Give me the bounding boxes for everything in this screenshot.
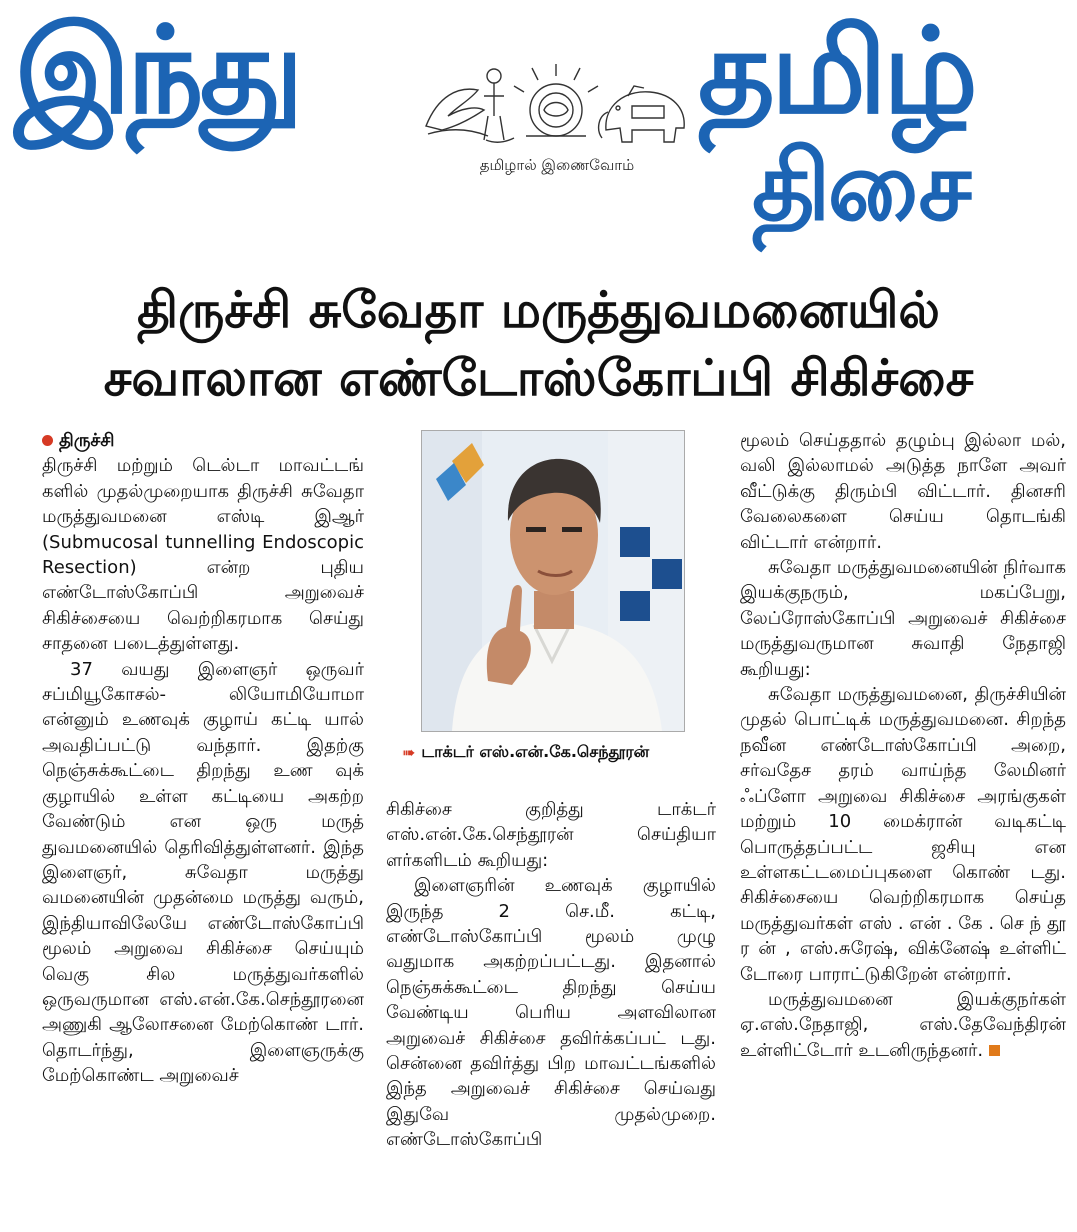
paragraph: 37 வயது இளைஞர் ஒருவர் சப்மியூகோசல்- லியோமியோமா என்னும் உணவுக் குழாய் கட்டி யால் அவதிப்பட்டு வந்தார். இதற்கு நெஞ்சுக்கூட்டை திறந்து உண வுக் குழாயில் உள்ள கட்டியை அகற்ற வேண்டும் என ஒரு மருத் துவமனையில் தெரிவித்துள்ளனர். இந்த இளைஞர், சுவேதா மருத்து வமனையின் முதன்மை மருத்து வரும், இந்தியாவிலேயே எண்டோஸ்கோப்பி மூலம் அறுவை சிகிச்சை செய்யும் வெகு சில மருத்துவர்களில் ஒருவருமான எஸ்.என்.கே.செந்தூரனை அணுகி ஆலோசனை மேற்கொண் டார். தொடர்ந்து, இளைஞருக்கு மேற்கொண்ட அறுவைச் — [42, 658, 364, 1087]
paragraph: மூலம் செய்ததால் தழும்பு இல்லா மல், வலி இல்லாமல் அடுத்த நாளே அவர் வீட்டுக்கு திரும்பி விட்டார். தினசரி வேலைகளை செய்ய தொடங்கி விட்டார் என்றார். — [740, 430, 1066, 553]
masthead — [0, 0, 1077, 262]
masthead-tagline: தமிழால் இணைவோம் — [479, 156, 635, 174]
article-headline — [0, 276, 1077, 412]
masthead-title-right-bottom: திசை — [752, 130, 969, 242]
masthead-title-right-top: தமிழ் — [698, 2, 974, 140]
paragraph: சிகிச்சை குறித்து டாக்டர் எஸ்.என்.கே.செந்தூரன் செய்தியா ளர்களிடம் கூறியது: — [386, 799, 716, 871]
article-column-1 — [42, 428, 364, 1089]
headline-line-2: சவாலான எண்டோஸ்கோப்பி சிகிச்சை — [103, 349, 974, 407]
red-bullet-icon — [42, 435, 53, 446]
masthead-emblem-icon — [418, 56, 696, 156]
masthead-title-left: இந்து — [14, 2, 300, 141]
article-column-3 — [740, 428, 1066, 1063]
end-mark-icon — [989, 1045, 1000, 1056]
paragraph: திருச்சி மற்றும் டெல்டா மாவட்டங் களில் முதல்முறையாக திருச்சி சுவேதா மருத்துவமனை எஸ்டி இஆர் (Submucosal tunnelling Endoscopic Resection) என்ற புதிய எண்டோஸ்கோப்பி அறுவைச் சிகிச்சையை வெற்றிகரமாக செய்து சாதனை படைத்துள்ளது. — [42, 455, 364, 655]
doctor-photo — [421, 430, 685, 732]
photo-caption — [402, 742, 722, 763]
caption-text: டாக்டர் எஸ்.என்.கே.செந்தூரன் — [421, 742, 650, 761]
dateline-text: திருச்சி — [59, 430, 115, 451]
paragraph — [740, 987, 1066, 1063]
paragraph: இளைஞரின் உணவுக் குழாயில் இருந்த 2 செ.மீ. கட்டி, எண்டோஸ்கோப்பி மூலம் முழு வதுமாக அகற்றப்பட்டது. இதனால் நெஞ்சுக்கூட்டை திறந்து செய்ய வேண்டிய பெரிய அளவிலான அறுவைச் சிகிச்சை தவிர்க்கப்பட் டது. சென்னை தவிர்த்து பிற மாவட்டங்களில் இந்த அறுவைச் சிகிச்சை செய்வது இதுவே முதல்முறை. எண்டோஸ்கோப்பி — [386, 875, 716, 1151]
article-column-2 — [386, 797, 716, 1153]
paragraph: சுவேதா மருத்துவமனையின் நிர்வாக இயக்குநரும், மகப்பேறு, லேப்ரோஸ்கோப்பி அறுவைச் சிகிச்சை மருத்துவருமான சுவாதி நேதாஜி கூறியது: — [740, 557, 1066, 680]
dateline — [42, 428, 364, 453]
paragraph-text: மருத்துவமனை இயக்குநர்கள் ஏ.எஸ்.நேதாஜி, எஸ்.தேவேந்திரன் உள்ளிட்டோர் உடனிருந்தனர். — [740, 988, 1066, 1061]
paragraph: சுவேதா மருத்துவமனை, திருச்சியின் முதல் பொட்டிக் மருத்துவமனை. சிறந்த நவீன எண்டோஸ்கோப்பி அறை, சர்வதேச தரம் வாய்ந்த லேமினர் ஃப்ளோ அறுவை சிகிச்சை அரங்குகள் மற்றும் 10 மைக்ரான் வடிகட்டி பொருத்தப்பட்ட ஜசியு என உள்ளகட்டமைப்புகளை கொண் டது. சிகிச்சையை வெற்றிகரமாக செய்த மருத்துவர்கள் எஸ் . என் . கே . செ ந் தூ ர ன் , எஸ்.சுரேஷ், விக்னேஷ் உள்ளிட் டோரை பாராட்டுகிறேன் என்றார். — [740, 684, 1066, 985]
headline-line-1: திருச்சி சுவேதா மருத்துவமனையில் — [137, 281, 940, 339]
caption-arrow-icon: ➠ — [402, 743, 414, 762]
